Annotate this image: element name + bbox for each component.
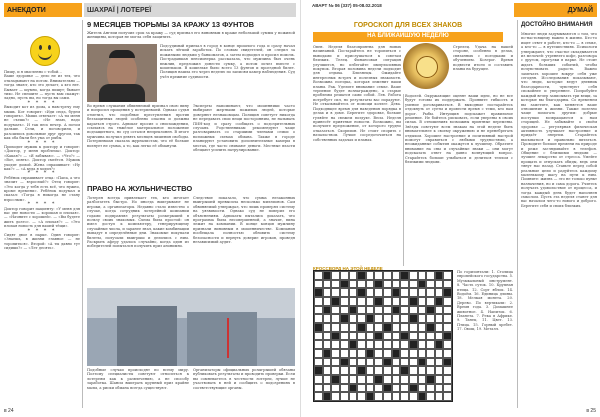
- article2-photo: [87, 288, 295, 366]
- anecdotes-text: Пишу, и я мысленно с тобой... Ваше здоровье — дело не из тех, что откладывают на потом. Внимательно — тогда знают, кто это делает, а кто нет. Бывает — шумно, когда пишут; бывает тихо. Не спешите — пусть вам скажут: ладно, пусть вы, но тогда вы сами. * * * * Выходит кот из дома, а навстречу ему мышь. Кот говорит: «Иди сюда, будем говорить». Мышь отвечает: «А ты меня не съешь?» — «Не знаю, надо подумать». И так весь вечер. А потом дальше. Сели, и поговорили, и разошлись довольные друг другом, так как оба были без ума от рыбы. * * * * Приходит мужик к доктору и говорит: «Доктор, у меня проблема». Доктор: «Какая?» — «Я забываю». — «Что?» — «Вот, опять». Доктор смеётся. Мужик уходит домой. Жена спрашивает: «Ну как?» — «А куда я ходил?» * * * * Ребёнок спрашивает отца: «Папа, а что значит — взрослый?» Отец говорит: «Это когда у тебя есть всё, что нужно, кроме времени». Ребёнок подумал и сказал: «Тогда я никогда не стану взрослым». * * * * Доктор говорит пациенту: «У меня для вас две новости — хорошая и плохая». — «Начните с хорошей». — «Вы будете жить долго». — «А плохая?» — «Это плохая новость для вашей тёщи». * * * * Сидят двое в парке. Один говорит: «Знаешь, в жизни главное — не торопиться». Второй: «А ты давно тут сидишь?» — «Лет десять».: [4, 70, 80, 251]
- article2-title: ПРАВО НА ЖУЛЬНИЧЕСТВО: [87, 184, 193, 193]
- article1-lead: Житель Англии получил срок за кражу — суд признал его виновным в краже небольшой суммы у пожилой женщины, которая не могла себя защитить.: [87, 31, 295, 40]
- article2-text-a: Лотерея всегда привлекает тех, кто мечтает разбогатеть быстро. Но иногда выигрывают не игроки, а организаторы. Недавно стало известно о случае, когда сотрудник лотерейной компании годами подправлял результаты розыгрышей в пользу своих знакомых. Схема была простой: он имел доступ к компьютеру, генерирующему случайные числа, и заранее знал, какие комбинации выпадут в определённые дни. Знакомые покупали билеты, получали выигрыш и делились с ним. Раскрыть аферу удалось случайно, когда один из победителей попытался получить приз анонимно.: [87, 196, 189, 249]
- right-column-text: Многие люди задумываются о том, что по-настоящему важно в жизни. Кто-то ищет ответ в работе, кто-то — в семье, а кто-то — в путешествиях. Психологи утверждают, что счастье складывается из мелочей: утреннего кофе, разговора с другом, прогулки в парке. Не стоит ждать больших событий, чтобы почувствовать радость. Важно замечать хорошее вокруг себя уже сегодня. Исследования показывают, что люди, которые ведут дневник благодарности, чувствуют себя спокойнее и увереннее. Попробуйте каждый вечер записывать три вещи, за которые вы благодарны. Со временем вы заметите, как меняется ваше отношение к жизни. Также полезно чаще помогать другим: добрые поступки возвращаются к нам сторицей. Не забывайте о своём здоровье — регулярная физическая активность улучшает настроение и придаёт энергии. Старайтесь высыпаться и правильно питаться. Проводите больше времени на природе и реже заглядывайте в телефон. Общение с близкими людьми — лучшее лекарство от стресса. Умейте прощать и отпускать обиды, ведь они тянут нас назад. Ставьте перед собой реальные цели и радуйтесь каждому маленькому шагу на пути к ним. Помните: жизнь — это не только пункт назначения, но и сама дорога. Учитесь получать удовольствие от процесса, и тогда каждый день будет наполнен смыслом. Пусть эта неделя станет для вас началом чего-то нового и доброго. Берегите себя и своих близких.: [521, 32, 597, 208]
- right-page: [300, 0, 600, 417]
- zodiac-wheel-icon: [403, 43, 449, 89]
- section-header: [84, 3, 296, 17]
- right-section-header: [514, 3, 597, 17]
- issue-info: [309, 3, 389, 17]
- article2-text-d: Организаторы официальных розыгрышей обязаны публиковать результаты и проводить проверки. Если вы сомневаетесь в честности лотереи, лучше не участвовать в ней и сообщить о подозрениях в соответствующие органы.: [193, 368, 295, 390]
- article1-title: 9 МЕСЯЦЕВ ТЮРЬМЫ ЗА КРАЖУ 13 ФУНТОВ: [87, 20, 255, 29]
- right-column-title: ДОСТОЙНО ВНИМАНИЯ: [521, 22, 593, 28]
- article2-text-b: Следствие показало, что сумма незаконных выигрышей превысила несколько миллионов. Сам обвиняемый утверждал, что лишь проверял систему на уязвимости. Однако суд не поверил его объяснениям. Адвокаты пытались доказать, что программа была несовершенной, а значит, вина лежит на компании. В конце концов мужчину признали виновным в мошенничестве. Компания пообещала полностью обновить систему безопасности и вернуть доверие игроков, проведя независимый аудит.: [193, 196, 295, 245]
- anecdote-line: Пишу, и я мысленно с тобой...: [4, 70, 62, 74]
- horoscope-col-2a: Стрелец. Удача на вашей стороне, особенно в делах, связанных с поездками и обучением. Козерог. Время подвести итоги и составить планы на будущее.: [453, 45, 513, 72]
- right-section-label: ДУМАЙ: [567, 6, 593, 14]
- article1-text-b: Во время слушания обвиняемый признал свою вину и попросил прощения у потерпевшей. Однако судья отметил, что подобные преступления против беззащитных людей особенно опасны и должны караться строго. Адвокат просил о снисхождении, ссылаясь на тяжёлое материальное положение подзащитного, но суд остался непреклонен. В итоге мужчина получил девять месяцев лишения свободы. Потерпевшая сказала журналистам, что её больше волнует не сумма, а то, как легко её обманули.: [87, 104, 189, 148]
- horoscope-title: ГОРОСКОП ДЛЯ ВСЕХ ЗНАКОВ: [353, 22, 463, 29]
- page-number-left: в 24: [4, 408, 14, 414]
- article1-text-a: Подсудимый приехал в город в конце прошлого года и сразу начал искать лёгкий заработок. По словам свидетелей, он следил за пожилыми людьми у банкоматов, а затем подходил и просил помочь. Пострадавшая пенсионерка рассказала, что мужчина был очень вежлив, предложил донести сумку, а потом исчез вместе с кошельком. В кошельке было всего 13 фунтов и проездной билет. Полиция нашла его через неделю по записям камер наблюдения. Суд учёл прежние судимости.: [160, 44, 295, 79]
- horoscope-col-2: Водолей. Окружающие оценят ваши идеи, но не все будут готовы их поддержать. Проявите гибкость и умение договариваться. В выходные постарайтесь отдохнуть от суеты и провести время с теми, кто вам дорог. Рыбы. Интуиция подскажет правильное решение. Не бойтесь рисковать, если уверены в своих силах. В отношениях возможны приятные перемены. Звёзды советуют всем знакам на этой неделе быть внимательнее к своему окружению и не пренебрегать отдыхом. Хорошее настроение и позитивный настрой помогут справиться с любыми трудностями, а неожиданные события окажутся к лучшему. Обратите внимание на сны и случайные знаки — они могут подсказать ответ на давно волнующий вопрос. Старайтесь больше улыбаться и делиться теплом с близкими людьми.: [405, 94, 513, 165]
- horoscope-subtitle: НА БЛИЖАЙШУЮ НЕДЕЛЮ: [367, 33, 449, 39]
- crossword-clues: По горизонтали: 1. Столица европейского государства. 5. Музыкальный инструмент. 8. Часть суток. 10. Крупная птица. 12. Сорт яблок. 14. Водоём. 16. Единица длины. 18. Мелкая монета. 20. Дерево. По вертикали: 2. Время года. 3. Домашнее животное. 4. Напиток. 6. Планета. 7. Река в Африке. 9. Танец. 11. Цвет. 13. Птица. 15. Горный хребет. 17. Овощ. 19. Металл.: [457, 270, 513, 332]
- anecdotes-header: [4, 3, 82, 17]
- anecdotes-header-label: АНЕКДОТИ: [7, 6, 46, 14]
- crossword-grid[interactable]: [313, 270, 453, 402]
- article1-photo: [87, 44, 157, 102]
- crossword-title: КРОССВОРД НА ЭТОЙ НЕДЕЛЕ: [313, 266, 383, 271]
- article1-text-c: Эксперты напоминают, что мошенники часто выбирают жертвами пожилых людей, которые доверяют незнакомцам. Полиция советует никогда не передавать свои вещи посторонним, не называть ПИН-код и сразу сообщать о подозрительных случаях. Родственникам рекомендуют чаще разговаривать со старшими членами семьи о возможных схемах обмана. Также в городе планируют установить дополнительные камеры в местах, где часто снимают деньги. Местные власти обещают усилить патрулирование.: [193, 104, 295, 153]
- issue-label: АВАРТ № 06 (337) 05-08.02.2018: [312, 3, 382, 8]
- smiley-icon: [30, 36, 60, 66]
- section-header-label: ШАХРАЇ | ЛОТЕРЕЇ: [87, 6, 152, 14]
- horoscope-col-1: Овен. Неделя благоприятна для новых начинаний. Постарайтесь не торопиться с выводами и прислушаться к советам близких. Телец. Финансовая ситуация улучшится, но избегайте импульсивных покупок. Вторая половина недели подходит для отдыха. Близнецы. Ожидайте интересных встреч и полезных знакомств. Возможна поездка, которая изменит ваши планы. Рак. Уделите внимание семье. Ваше терпение будет вознаграждено, а старые проблемы решатся сами собой. Лев. Работа потребует сил, но результаты вас порадуют. Не отказывайтесь от помощи коллег. Дева. Подходящее время для наведения порядка в делах и в доме. Берегите здоровье, больше гуляйте на свежем воздухе. Весы. Неделя принесёт приятные новости. Возможно, вы получите предложение, от которого трудно отказаться. Скорпион. Не стоит спорить с начальством. Лучше сосредоточиться на собственных задачах и планах.: [313, 45, 401, 142]
- page-number-right: в 25: [586, 408, 596, 414]
- article2-text-c: Подобные случаи происходят по всему миру. Поэтому специалисты советуют относиться к лотереям как к развлечению, а не способу заработка. Шансы выиграть крупный приз крайне малы, а риски обмана всегда существуют.: [87, 368, 189, 390]
- separator-stars: * * * *: [27, 99, 57, 106]
